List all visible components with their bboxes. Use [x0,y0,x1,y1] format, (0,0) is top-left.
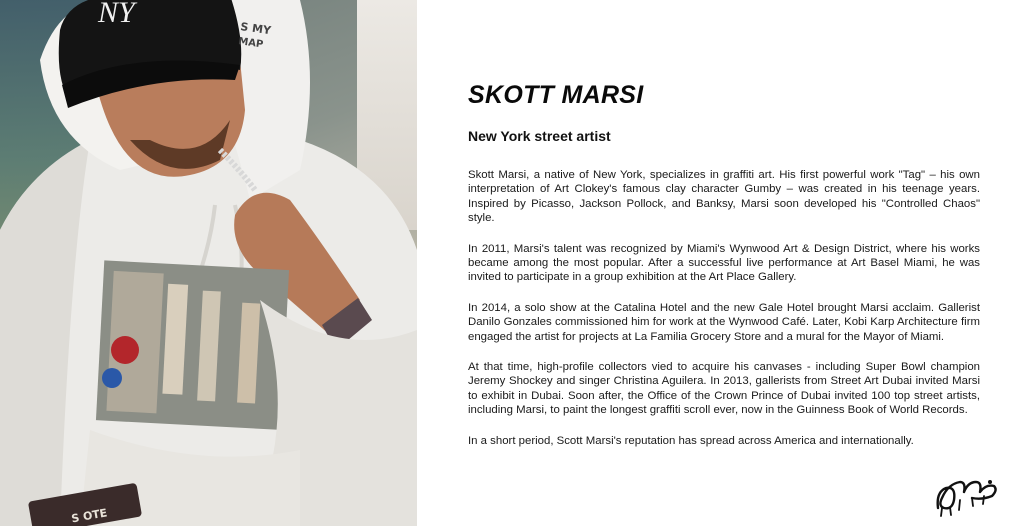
bio-paragraph: In 2014, a solo show at the Catalina Hotel and the new Gale Hotel brought Marsi acclaim. Gallerist Danilo Gonzales commissioned him for work at the Wynwood Café. Later, Kobi Karp Architecture firm engaged the artist for projects at La Familia Grocery Store and a mural for the Mayor of Miami. [468,301,980,343]
artist-illustration [0,0,417,526]
bio-text [468,168,980,448]
artist-photo [0,0,417,526]
bio-paragraph: In 2011, Marsi's talent was recognized by Miami's Wynwood Art & Design District, where his works became among the most popular. After a successful live performance at Art Basel Miami, he was invited to participate in a group exhibition at the Art Place Gallery. [468,242,980,284]
svg-text:MAP: MAP [237,36,264,51]
svg-text:S MY: S MY [239,20,272,38]
signature-icon [932,474,1002,518]
artist-name: SKOTT MARSI [468,81,644,109]
bio-panel [417,0,1024,526]
bio-paragraph: Skott Marsi, a native of New York, specializes in graffiti art. His first powerful work "Tag" – his own interpretation of Art Clokey's famous clay character Gumby – was created in his teenage years. Inspired by Picasso, Jackson Pollock, and Banksy, Marsi soon developed his "Controlled Chaos" style. [468,169,980,225]
svg-text:S OTE: S OTE [70,506,109,526]
bio-paragraph: In a short period, Scott Marsi's reputation has spread across America and internationally. [468,434,914,447]
svg-text:NY: NY [98,0,135,29]
artist-subtitle: New York street artist [468,128,611,144]
bio-paragraph: At that time, high-profile collectors vied to acquire his canvases - including Super Bowl champion Jeremy Shockey and singer Christina Aguilera. In 2013, gallerists from Street Art Dubai invited Marsi to exhibit in Dubai. Soon after, the Office of the Crown Prince of Dubai invited 100 top street artists, including Marsi, to paint the longest graffiti scroll ever, now in the Guinness Book of World Records. [468,361,980,417]
